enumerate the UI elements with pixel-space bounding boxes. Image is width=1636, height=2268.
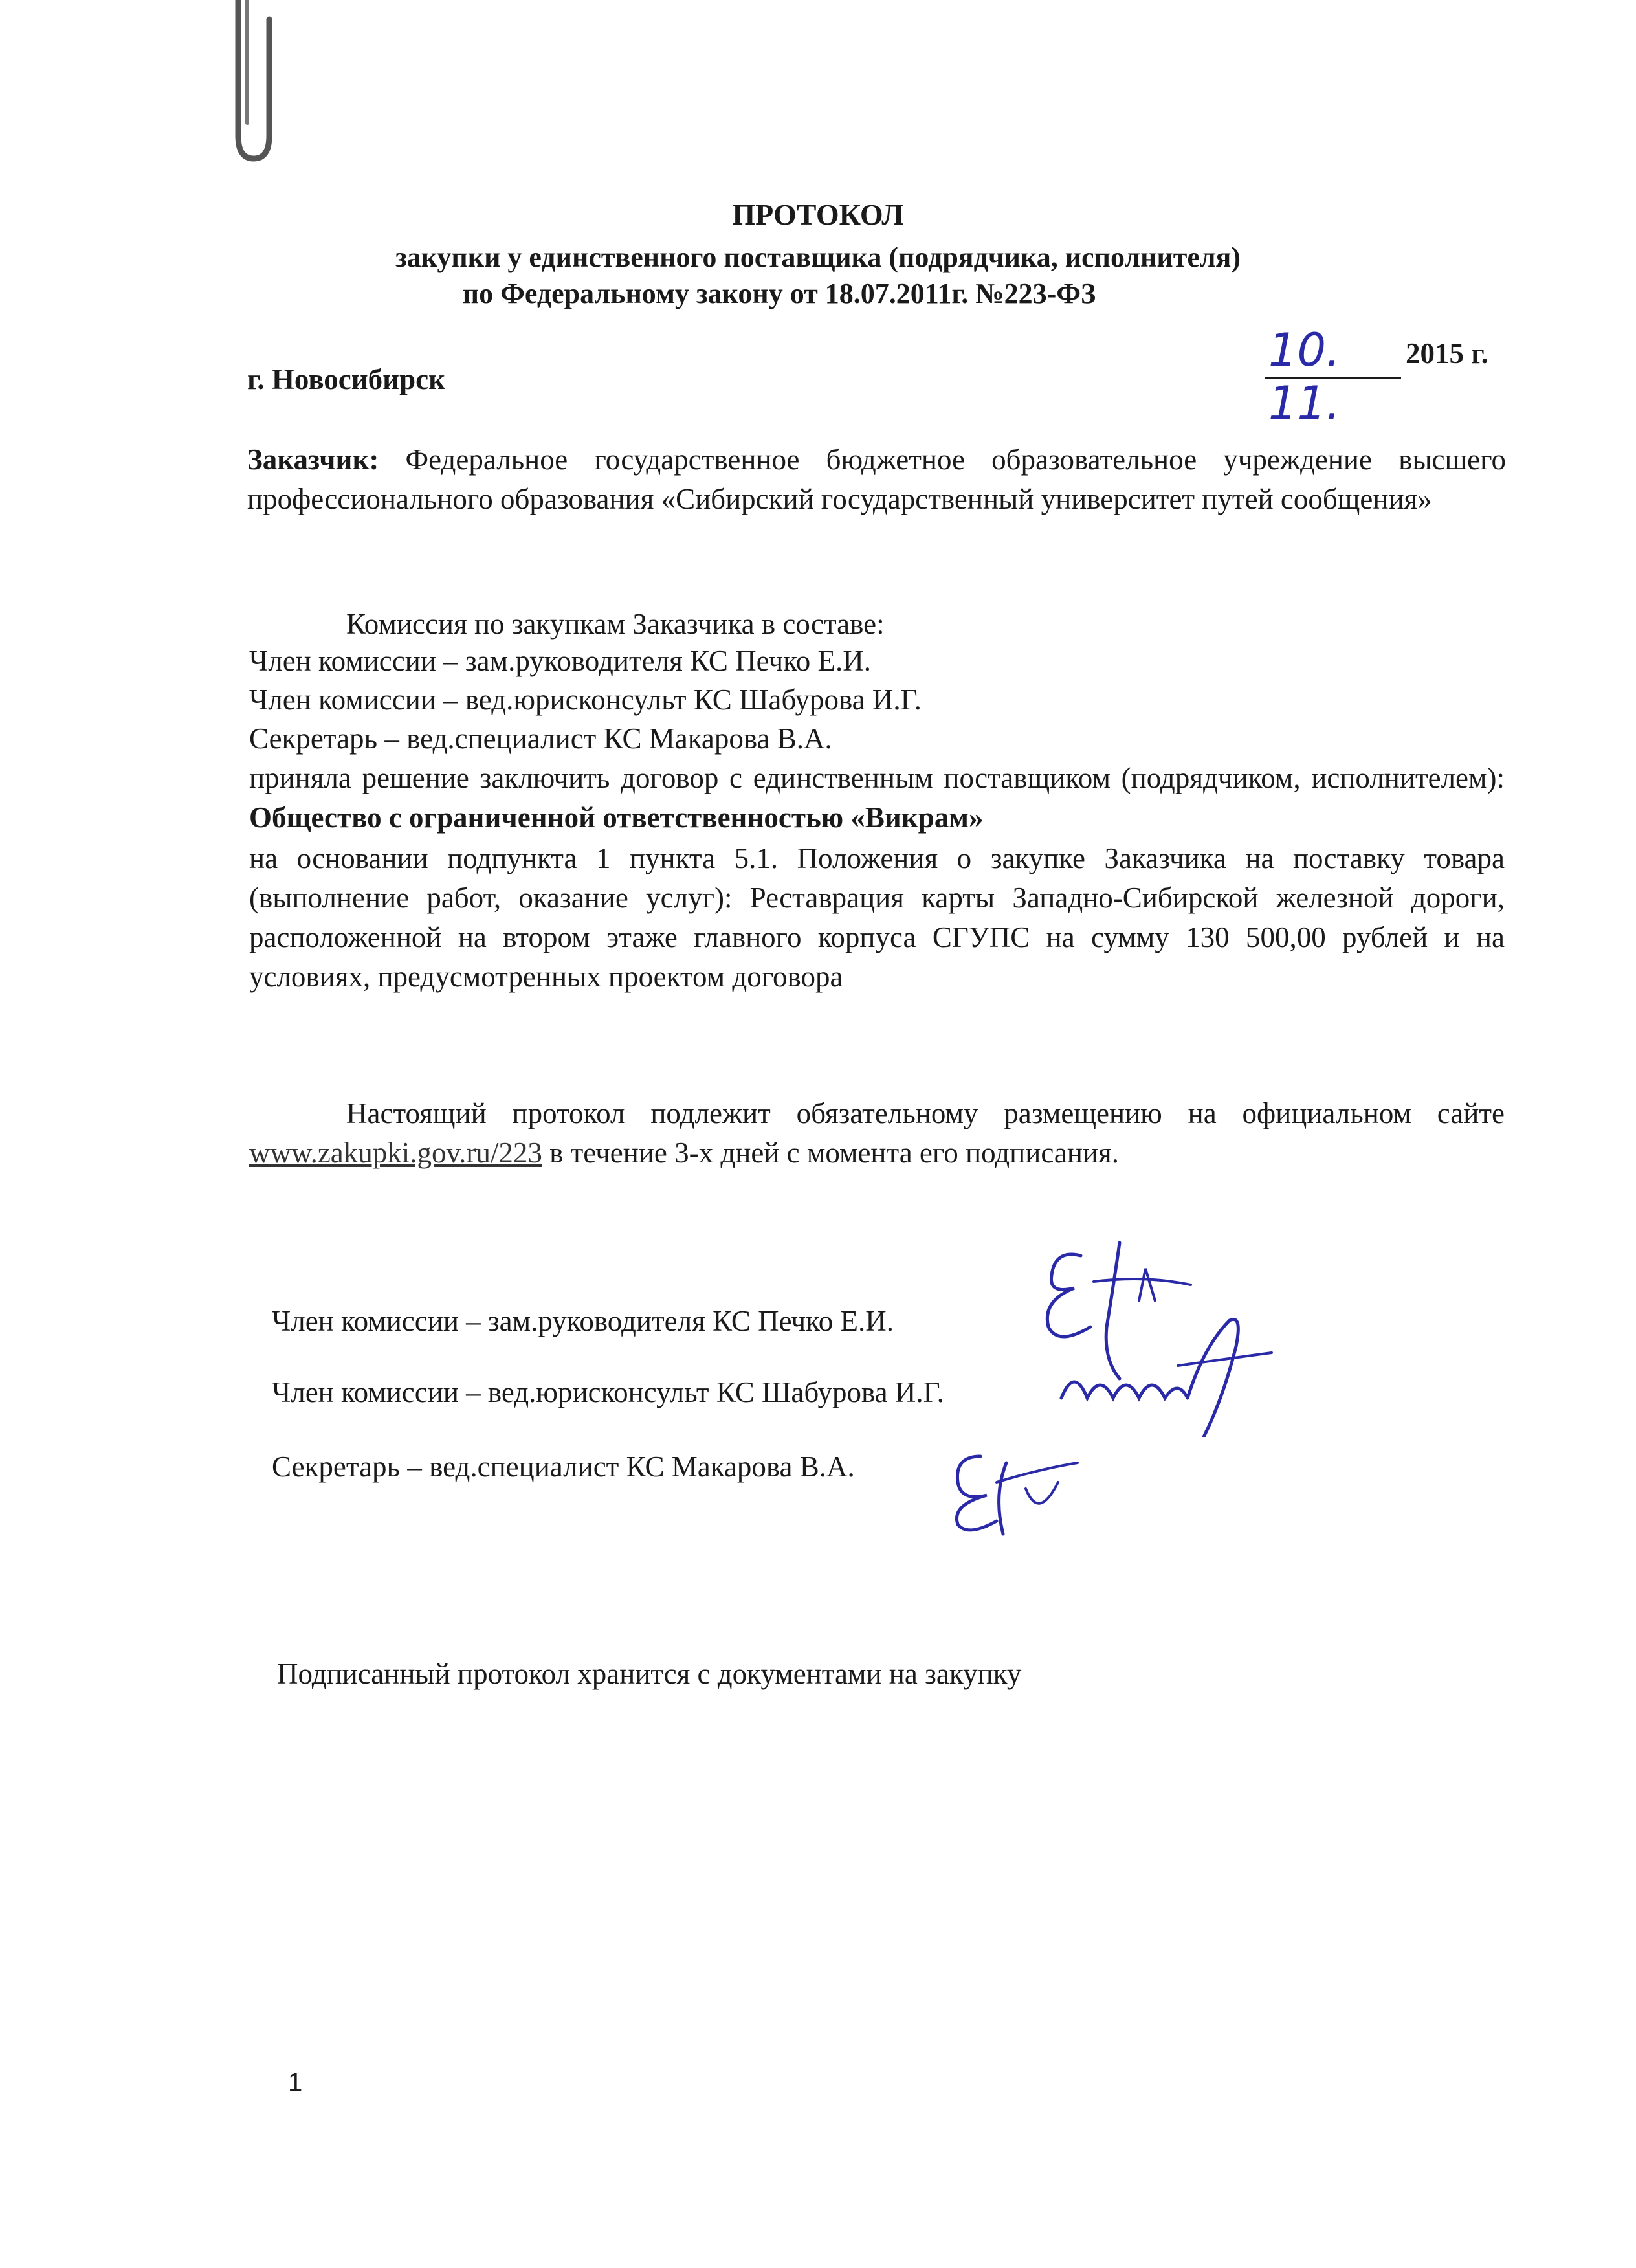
signature-line-1: Член комиссии – зам.руководителя КС Печко Е.И. (272, 1305, 894, 1337)
place-label: г. Новосибирск (247, 363, 445, 395)
signature-line-3: Секретарь – вед.специалист КС Макарова В.А. (272, 1451, 855, 1483)
decision-paragraph (249, 759, 1505, 838)
commission-member-2: Член комиссии – вед.юрисконсульт КС Шабурова И.Г. (249, 684, 922, 716)
supplier-name: Общество с ограниченной ответственностью «Викрам» (249, 801, 984, 834)
document-subtitle-2: по Федеральному закону от 18.07.2011г. №223-ФЗ (462, 278, 1096, 309)
signature-makarova-icon (942, 1443, 1084, 1540)
footer-note: Подписанный протокол хранится с документами на закупку (277, 1658, 1022, 1690)
basis-paragraph: на основании подпункта 1 пункта 5.1. Положения о закупке Заказчика на поставку товара (выполнение работ, оказание услуг): Реставрация карты Западно-Сибирской железной дороги, расположенной на втором этаже главного корпуса СГУПС на сумму 130 500,00 рублей и на условиях, предусмотренных проектом договора (249, 842, 1505, 993)
decision-text: приняла решение заключить договор с единственным поставщиком (подрядчиком, исполнителем): (249, 762, 1505, 794)
customer-text: Федеральное государственное бюджетное образовательное учреждение высшего профессионального образования «Сибирский государственный университет путей сообщения» (247, 443, 1506, 515)
zakupki-link[interactable]: www.zakupki.gov.ru/223 (249, 1137, 542, 1169)
document-title: ПРОТОКОЛ (732, 198, 904, 231)
signature-shaburova-icon (1048, 1307, 1281, 1437)
customer-paragraph (247, 440, 1506, 519)
customer-label: Заказчик: (247, 443, 379, 476)
date-year: 2015 г. (1406, 337, 1488, 370)
publication-text-end: в течение 3-х дней с момента его подписания. (542, 1137, 1119, 1169)
commission-intro: Комиссия по закупкам Заказчика в составе: (346, 608, 885, 640)
publication-text: Настоящий протокол подлежит обязательному размещению на официальном сайте (346, 1097, 1505, 1129)
handwritten-date: 10. 11. (1268, 324, 1341, 430)
signature-line-2: Член комиссии – вед.юрисконсульт КС Шабурова И.Г. (272, 1376, 944, 1408)
document-subtitle-1: закупки у единственного поставщика (подрядчика, исполнителя) (395, 241, 1241, 273)
page-number: 1 (288, 2068, 303, 2096)
publication-paragraph (249, 1094, 1505, 1173)
commission-member-3: Секретарь – вед.специалист КС Макарова В.А. (249, 722, 832, 755)
commission-member-1: Член комиссии – зам.руководителя КС Печко Е.И. (249, 645, 871, 677)
date-underline (1265, 324, 1401, 430)
paperclip-icon (214, 0, 285, 168)
